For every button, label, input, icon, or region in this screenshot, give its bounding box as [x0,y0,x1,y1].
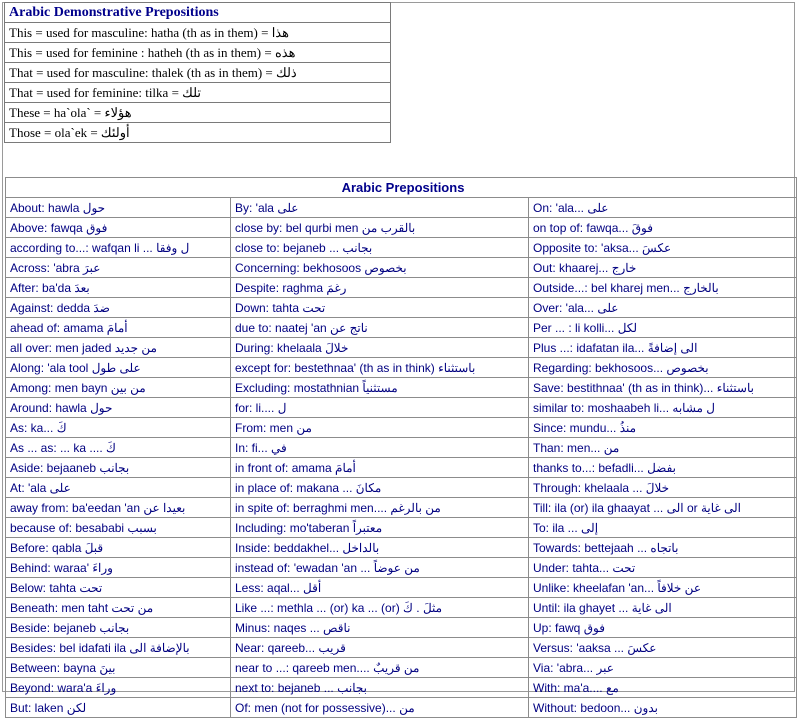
preposition-row [6,538,797,558]
preposition-cell: in spite of: berraghmi men.... من بالرغم [231,498,529,518]
preposition-cell: all over: men jaded من جديد [6,338,231,358]
demonstrative-row [5,63,391,83]
preposition-row [6,518,797,538]
preposition-cell: thanks to...: befadli... بفضل [529,458,797,478]
preposition-cell: Besides: bel idafati ila بالإضافة الى [6,638,231,658]
preposition-row [6,598,797,618]
preposition-cell: Around: hawla حول [6,398,231,418]
preposition-cell: Minus: naqes ... ناقص [231,618,529,638]
demonstrative-text: This = used for masculine: hatha (th as in them) = هذا [5,23,391,43]
demonstrative-text: These = ha`ola` = هؤلاء [5,103,391,123]
preposition-cell: In: fi... في [231,438,529,458]
preposition-row [6,618,797,638]
preposition-cell: Plus ...: idafatan ila... الى إضافةً [529,338,797,358]
demonstrative-text: That = used for feminine: tilka = تلك [5,83,391,103]
preposition-row [6,438,797,458]
preposition-row [6,638,797,658]
preposition-row [6,698,797,718]
demonstrative-row [5,23,391,43]
preposition-row [6,298,797,318]
demonstratives-title-row [5,3,391,23]
preposition-cell: ahead of: amama أمامَ [6,318,231,338]
preposition-row [6,498,797,518]
preposition-cell: Towards: bettejaah ... باتجاه [529,538,797,558]
preposition-cell: Under: tahta... تحت [529,558,797,578]
preposition-row [6,378,797,398]
preposition-cell: Behind: waraa' وراءَ [6,558,231,578]
preposition-cell: Among: men bayn من بين [6,378,231,398]
preposition-cell: Opposite to: 'aksa... عكسَ [529,238,797,258]
preposition-cell: Across: 'abra عبرَ [6,258,231,278]
demonstrative-text: Those = ola`ek = أولئك [5,123,391,143]
preposition-row [6,318,797,338]
preposition-cell: instead of: 'ewadan 'an ... من عوضاً [231,558,529,578]
preposition-row [6,278,797,298]
preposition-row [6,258,797,278]
demonstrative-row [5,103,391,123]
preposition-cell: away from: ba'eedan 'an بعيدا عن [6,498,231,518]
preposition-cell: Down: tahta تحت [231,298,529,318]
preposition-cell: On: 'ala... على [529,198,797,218]
preposition-cell: on top of: fawqa... فوقَ [529,218,797,238]
preposition-cell: Aside: bejaaneb بجانب [6,458,231,478]
preposition-cell: After: ba'da بعدَ [6,278,231,298]
demonstrative-row [5,83,391,103]
demonstratives-title: Arabic Demonstrative Prepositions [5,3,391,23]
preposition-cell: As: ka... كَ [6,418,231,438]
preposition-cell: Since: mundu... منذُ [529,418,797,438]
preposition-cell: As ... as: ... ka .... كَ [6,438,231,458]
preposition-cell: Until: ila ghayet ... الى غاية [529,598,797,618]
preposition-row [6,458,797,478]
preposition-cell: Beyond: wara'a وراءَ [6,678,231,698]
preposition-row [6,198,797,218]
preposition-cell: in place of: makana ... مكانَ [231,478,529,498]
preposition-cell: Regarding: bekhosoos... بخصوص [529,358,797,378]
preposition-cell: But: laken لكن [6,698,231,718]
preposition-cell: From: men من [231,418,529,438]
demonstrative-text: This = used for feminine : hatheh (th as in them) = هذه [5,43,391,63]
preposition-cell: Despite: raghma رغمَ [231,278,529,298]
preposition-cell: Near: qareeb... قريب [231,638,529,658]
preposition-cell: close to: bejaneb ... بجانب [231,238,529,258]
preposition-cell: Unlike: kheelafan 'an... عن خلافاً [529,578,797,598]
preposition-cell: Than: men... من [529,438,797,458]
preposition-row [6,238,797,258]
preposition-row [6,558,797,578]
preposition-cell: except for: bestethnaa' (th as in think) باستثناء [231,358,529,378]
preposition-cell: Via: 'abra... عبر [529,658,797,678]
preposition-cell: Inside: beddakhel... بالداخل [231,538,529,558]
preposition-row [6,418,797,438]
preposition-cell: Till: ila (or) ila ghaayat ... الى or الى غاية [529,498,797,518]
preposition-cell: due to: naatej 'an ناتج عن [231,318,529,338]
preposition-row [6,218,797,238]
preposition-cell: Between: bayna بينَ [6,658,231,678]
preposition-row [6,478,797,498]
preposition-cell: At: 'ala على [6,478,231,498]
preposition-cell: Up: fawq فوق [529,618,797,638]
preposition-row [6,658,797,678]
preposition-row [6,678,797,698]
preposition-row [6,338,797,358]
preposition-cell: Through: khelaala ... خلالَ [529,478,797,498]
preposition-cell: Out: khaarej... خارج [529,258,797,278]
preposition-cell: Of: men (not for possessive)... من [231,698,529,718]
preposition-cell: By: 'ala على [231,198,529,218]
preposition-cell: Excluding: mostathnian مستثنياً [231,378,529,398]
demonstrative-row [5,123,391,143]
preposition-cell: To: ila ... إلى [529,518,797,538]
preposition-cell: Beside: bejaneb بجانب [6,618,231,638]
preposition-cell: in front of: amama أمامَ [231,458,529,478]
preposition-cell: Save: bestithnaa' (th as in think)... باستثناء [529,378,797,398]
prepositions-table [5,177,797,718]
preposition-cell: Above: fawqa فوق [6,218,231,238]
preposition-cell: Against: dedda ضدَ [6,298,231,318]
preposition-cell: because of: besababi بسبب [6,518,231,538]
preposition-cell: Including: mo'taberan معتبراً [231,518,529,538]
preposition-cell: next to: bejaneb ... بجانب [231,678,529,698]
preposition-cell: similar to: moshaabeh li... ل مشابه [529,398,797,418]
preposition-cell: Outside...: bel kharej men... بالخارج [529,278,797,298]
preposition-cell: Per ... : li kolli... لكل [529,318,797,338]
preposition-cell: Before: qabla قبلَ [6,538,231,558]
preposition-cell: according to...: wafqan li ... ل وفقا [6,238,231,258]
preposition-cell: close by: bel qurbi men بالقرب من [231,218,529,238]
preposition-cell: Without: bedoon... بدون [529,698,797,718]
preposition-cell: Below: tahta تحت [6,578,231,598]
demonstratives-table [4,2,391,143]
preposition-cell: During: khelaala خلالَ [231,338,529,358]
preposition-row [6,398,797,418]
preposition-cell: About: hawla حول [6,198,231,218]
preposition-cell: for: li.... ل [231,398,529,418]
preposition-cell: With: ma'a.... مع [529,678,797,698]
preposition-cell: Along: 'ala tool على طول [6,358,231,378]
preposition-cell: Less: aqal... أقل [231,578,529,598]
preposition-cell: Beneath: men taht من تحت [6,598,231,618]
preposition-cell: near to ...: qareeb men.... من قريبٌ [231,658,529,678]
prepositions-title-row [6,178,797,198]
demonstrative-row [5,43,391,63]
preposition-cell: Over: 'ala... على [529,298,797,318]
demonstrative-text: That = used for masculine: thalek (th as in them) = ذلك [5,63,391,83]
preposition-row [6,358,797,378]
preposition-cell: Versus: 'aaksa ... عكسَ [529,638,797,658]
preposition-row [6,578,797,598]
prepositions-title: Arabic Prepositions [6,178,797,198]
preposition-cell: Concerning: bekhosoos بخصوص [231,258,529,278]
preposition-cell: Like ...: methla ... (or) ka ... (or) مثلَ . كَ [231,598,529,618]
